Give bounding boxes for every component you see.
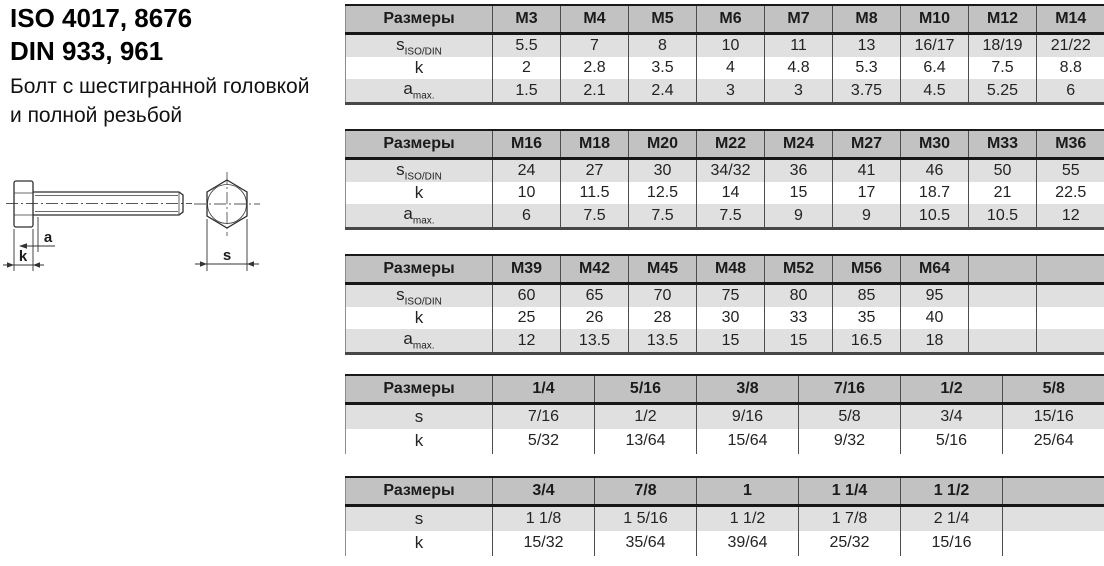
row-label-a: $a_{max.}$ [403,329,435,352]
dim-value-cell: 15/32 [493,531,595,556]
size-column-header: M27 [833,130,901,159]
dim-value-cell: 7.5 [629,204,697,228]
dim-value-cell: 13 [833,34,901,58]
size-column-header: 3/8 [697,375,799,404]
size-column-header: M16 [493,130,561,159]
dim-value-cell: 21 [969,182,1037,204]
dim-value-cell: 2.1 [561,79,629,103]
dim-value-cell: 15 [765,182,833,204]
dim-value-cell: 2 [493,57,561,79]
table-corner-label: Размеры [346,5,493,34]
dim-value-cell: 4.8 [765,57,833,79]
dim-value-cell: 1.5 [493,79,561,103]
dim-value-cell [969,284,1037,308]
dim-label-k: k [18,248,28,265]
dim-value-cell: 35/64 [595,531,697,556]
dim-value-cell: 16.5 [833,329,901,353]
dim-value-cell [1037,307,1104,329]
dim-table-inch-2 [345,476,1104,556]
size-column-header [1003,477,1104,506]
dim-value-cell: 15/16 [901,531,1003,556]
row-label-s: $s_{ISO/DIN}$ [396,160,442,183]
size-column-header: 1/2 [901,375,1003,404]
table-row [346,531,1104,556]
dim-value-cell: 8.8 [1037,57,1104,79]
dim-value-cell [1003,531,1104,556]
dim-value-cell: 7/16 [493,404,595,429]
dim-value-cell: 27 [561,159,629,183]
dim-value-cell: 34/32 [697,159,765,183]
dim-value-cell: 26 [561,307,629,329]
table-row [346,34,1104,58]
row-label-a: $a_{max.}$ [403,79,435,102]
dim-value-cell: 8 [629,34,697,58]
table-row [346,159,1104,183]
row-label-s: $s_{ISO/DIN}$ [396,35,442,58]
table-row [346,404,1104,429]
table-row [346,284,1104,308]
size-column-header: M20 [629,130,697,159]
dim-value-cell: 13.5 [629,329,697,353]
product-description-line2: и полной резьбой [10,104,183,127]
dim-value-cell: 5.5 [493,34,561,58]
dim-table-metric-1 [345,4,1104,105]
dim-value-cell: 33 [765,307,833,329]
dim-value-cell: 80 [765,284,833,308]
dim-value-cell: 13/64 [595,429,697,454]
dim-value-cell: 70 [629,284,697,308]
size-column-header: 7/8 [595,477,697,506]
dim-value-cell [969,329,1037,353]
dim-value-cell: 3 [765,79,833,103]
dim-value-cell: 35 [833,307,901,329]
dim-value-cell: 1 1/8 [493,506,595,531]
dim-value-cell: 13.5 [561,329,629,353]
size-column-header: M42 [561,255,629,284]
bolt-side-view [6,181,192,227]
row-label-k: k [414,58,424,78]
dim-value-cell: 25/32 [799,531,901,556]
dim-label-a: a [43,229,53,246]
dim-value-cell [1003,506,1104,531]
row-label-a: $a_{max.}$ [403,204,435,227]
dim-value-cell: 11.5 [561,182,629,204]
dim-value-cell: 12.5 [629,182,697,204]
size-column-header: M52 [765,255,833,284]
size-column-header [1037,255,1104,284]
dim-value-cell: 1/2 [595,404,697,429]
dim-value-cell: 21/22 [1037,34,1104,58]
dim-value-cell: 3/4 [901,404,1003,429]
dim-value-cell: 15 [697,329,765,353]
dim-value-cell: 25 [493,307,561,329]
size-column-header: M8 [833,5,901,34]
dim-value-cell: 7 [561,34,629,58]
row-label-k: k [414,183,424,203]
dim-value-cell: 30 [629,159,697,183]
table-corner-label: Размеры [346,375,493,404]
dim-value-cell: 11 [765,34,833,58]
dim-value-cell: 9 [765,204,833,228]
dim-value-cell: 18 [901,329,969,353]
dim-value-cell: 5/32 [493,429,595,454]
tables-area [345,0,1104,566]
size-column-header: M48 [697,255,765,284]
table-corner-label: Размеры [346,477,493,506]
size-column-header: M12 [969,5,1037,34]
table-row [346,307,1104,329]
dim-value-cell: 3.75 [833,79,901,103]
dim-label-s: s [222,247,232,264]
dim-value-cell: 4 [697,57,765,79]
table-corner-label: Размеры [346,130,493,159]
dim-value-cell: 1 5/16 [595,506,697,531]
dim-value-cell: 6 [493,204,561,228]
size-column-header: 7/16 [799,375,901,404]
row-label-k: k [414,308,424,328]
dim-value-cell: 1 1/2 [697,506,799,531]
size-column-header: M22 [697,130,765,159]
document-info [10,2,340,130]
dim-value-cell: 60 [493,284,561,308]
dim-value-cell: 24 [493,159,561,183]
dim-value-cell: 18.7 [901,182,969,204]
dim-value-cell: 9/16 [697,404,799,429]
dim-value-cell: 9 [833,204,901,228]
dim-value-cell: 22.5 [1037,182,1104,204]
dim-value-cell: 28 [629,307,697,329]
size-column-header: M64 [901,255,969,284]
product-description-line1: Болт с шестигранной головкой [10,75,310,98]
dim-table-metric-2 [345,129,1104,230]
dim-value-cell: 5/16 [901,429,1003,454]
table-row [346,57,1104,79]
size-column-header: M4 [561,5,629,34]
size-column-header: M6 [697,5,765,34]
dim-value-cell: 55 [1037,159,1104,183]
size-column-header: M18 [561,130,629,159]
dim-value-cell: 10.5 [901,204,969,228]
size-column-header: M24 [765,130,833,159]
dim-value-cell: 15/16 [1003,404,1104,429]
dim-value-cell: 39/64 [697,531,799,556]
dim-value-cell: 2 1/4 [901,506,1003,531]
dim-value-cell: 3.5 [629,57,697,79]
dim-value-cell: 2.8 [561,57,629,79]
size-column-header: 5/16 [595,375,697,404]
dim-value-cell: 5.3 [833,57,901,79]
size-column-header: M39 [493,255,561,284]
dim-value-cell: 75 [697,284,765,308]
dim-value-cell: 3 [697,79,765,103]
dim-value-cell: 85 [833,284,901,308]
standard-din-title: DIN 933, 961 [10,36,164,66]
dim-value-cell: 12 [493,329,561,353]
dim-table-metric-3 [345,254,1104,355]
size-column-header: 1/4 [493,375,595,404]
table-row [346,182,1104,204]
dim-value-cell: 30 [697,307,765,329]
dim-value-cell: 36 [765,159,833,183]
dim-value-cell: 5/8 [799,404,901,429]
dim-value-cell: 9/32 [799,429,901,454]
table-row [346,329,1104,353]
size-column-header: M36 [1037,130,1104,159]
size-column-header: 5/8 [1003,375,1104,404]
dim-value-cell: 1 7/8 [799,506,901,531]
size-column-header: M56 [833,255,901,284]
row-label-s: $s_{ISO/DIN}$ [396,285,442,308]
size-column-header: M45 [629,255,697,284]
table-row [346,204,1104,228]
dim-value-cell: 7.5 [561,204,629,228]
dim-value-cell: 12 [1037,204,1104,228]
size-column-header: 1 [697,477,799,506]
row-label-k: k [414,533,424,552]
dim-value-cell: 10.5 [969,204,1037,228]
dim-value-cell: 25/64 [1003,429,1104,454]
row-label-s: s [414,406,424,426]
dim-value-cell: 40 [901,307,969,329]
bolt-head-hex-view [194,172,260,271]
dim-value-cell: 6.4 [901,57,969,79]
side-view-dimensions [3,217,55,271]
size-column-header: M10 [901,5,969,34]
dim-value-cell: 7.5 [969,57,1037,79]
dim-value-cell: 16/17 [901,34,969,58]
size-column-header: M14 [1037,5,1104,34]
dim-value-cell: 65 [561,284,629,308]
dim-value-cell: 18/19 [969,34,1037,58]
dim-value-cell: 14 [697,182,765,204]
dim-value-cell: 50 [969,159,1037,183]
table-row [346,429,1104,454]
dim-value-cell: 10 [493,182,561,204]
standard-iso-title: ISO 4017, 8676 [10,3,193,33]
table-row [346,79,1104,103]
dim-value-cell: 7.5 [697,204,765,228]
size-column-header: M5 [629,5,697,34]
bolt-technical-drawing [0,160,300,295]
dim-value-cell [1037,329,1104,353]
dim-value-cell: 4.5 [901,79,969,103]
size-column-header: M30 [901,130,969,159]
size-column-header [969,255,1037,284]
row-label-s: s [414,508,424,528]
row-label-k: k [414,431,424,450]
dim-value-cell: 15/64 [697,429,799,454]
size-column-header: 3/4 [493,477,595,506]
dim-value-cell: 2.4 [629,79,697,103]
dim-table-inch-1 [345,374,1104,454]
table-row [346,506,1104,531]
dim-value-cell: 15 [765,329,833,353]
dim-value-cell: 10 [697,34,765,58]
dim-value-cell: 17 [833,182,901,204]
dim-value-cell: 6 [1037,79,1104,103]
size-column-header: 1 1/4 [799,477,901,506]
dim-value-cell: 41 [833,159,901,183]
size-column-header: 1 1/2 [901,477,1003,506]
dim-value-cell: 95 [901,284,969,308]
size-column-header: M7 [765,5,833,34]
table-corner-label: Размеры [346,255,493,284]
dim-value-cell: 5.25 [969,79,1037,103]
dim-value-cell [1037,284,1104,308]
size-column-header: M3 [493,5,561,34]
dim-value-cell: 46 [901,159,969,183]
dim-value-cell [969,307,1037,329]
size-column-header: M33 [969,130,1037,159]
